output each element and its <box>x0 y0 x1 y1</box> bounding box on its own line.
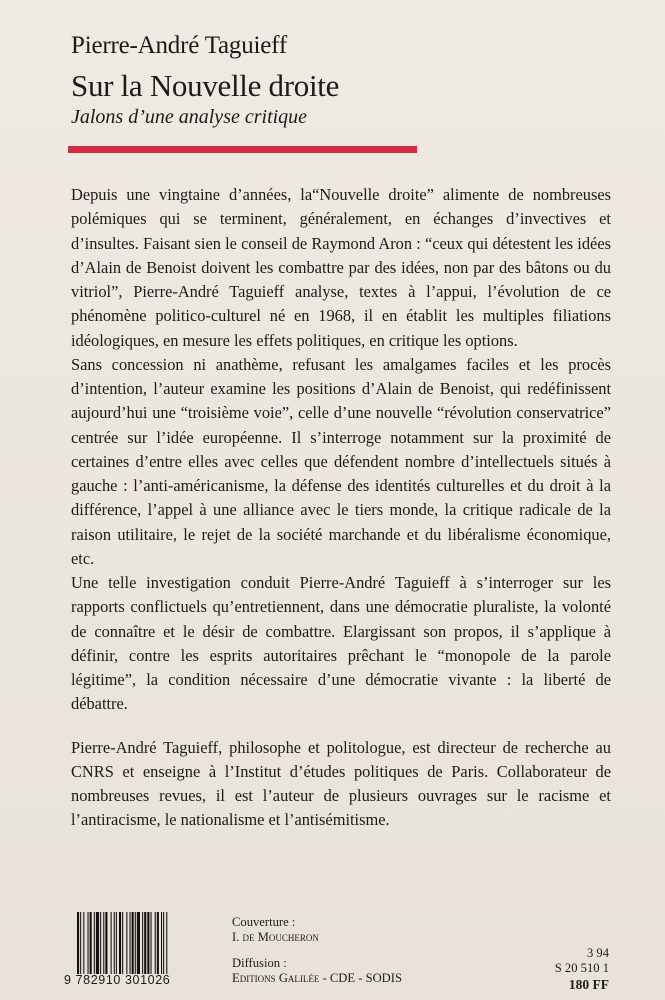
barcode-bar <box>166 912 167 974</box>
barcode-bar <box>132 912 134 974</box>
isbn-digits: 9 782910 301026 <box>64 973 171 987</box>
author-bio: Pierre-André Taguieff, philosophe et politologue, est directeur de recherche au CNRS et enseigne à l’Institut d’études politiques de Paris. Collaborateur de nombreuses revues, il est l’auteur de plusieurs ouvrages sur le racisme et l’antiracisme, le nationalisme et l’antisémitisme. <box>71 737 611 830</box>
barcode-bar <box>116 912 117 974</box>
barcode-bar <box>161 912 162 974</box>
barcode-bar <box>142 912 143 974</box>
barcode-bar <box>80 912 81 974</box>
cover-label: Couverture : <box>232 915 296 929</box>
barcode-bar <box>100 912 101 974</box>
barcode-bar <box>77 912 79 974</box>
diffusion-credit: Editions Galilée - CDE - SODIS <box>232 970 402 985</box>
barcode-bar <box>122 912 123 974</box>
barcode-bar <box>103 912 104 974</box>
barcode-bar <box>96 912 99 974</box>
isbn-barcode <box>76 912 208 974</box>
barcode-bar <box>135 912 136 974</box>
barcode-bar <box>144 912 146 974</box>
date-code: 3 94 <box>586 946 609 960</box>
barcode-bar <box>137 912 140 974</box>
barcode-bar <box>147 912 149 974</box>
barcode-bar <box>155 912 156 974</box>
barcode-bar <box>114 912 115 974</box>
reference-block <box>555 946 609 992</box>
barcode-bar <box>119 912 121 974</box>
barcode-bar <box>94 912 95 974</box>
barcode-bar <box>163 912 164 974</box>
diffusion-label: Diffusion : <box>232 955 287 970</box>
barcode-bar <box>130 912 131 974</box>
blurb-text <box>71 183 611 833</box>
barcode-bar <box>88 912 89 974</box>
book-title: Sur la Nouvelle droite <box>71 68 340 103</box>
reference-code: S 20 510 1 <box>554 961 609 976</box>
author-name: Pierre-André Taguieff <box>71 32 287 59</box>
red-divider-rule <box>68 146 417 153</box>
barcode-bar <box>83 912 84 974</box>
barcode-bar <box>151 912 152 974</box>
barcode-bar <box>111 912 112 974</box>
barcode-bar <box>105 912 107 974</box>
credits-block <box>232 915 402 986</box>
blurb-paragraph: Sans concession ni anathème, refusant les amalgames faciles et les procès d’intention, l’auteur examine les positions d’Alain de Benoist, qui redéfinissent aujourd’hui une “troisième voie”, celle d’une nouvelle “révolution conservatrice” centrée sur l’idée européenne. Il s’interroge notamment sur la proximité de certaines d’entre elles avec celles que défendent nombre d’intellectuels situés à gauche : l’anti-américanisme, la défense des identités culturelles et du droit à la différence, l’appel à une alliance avec le tiers monde, la critique radicale de la raison utilitaire, le rejet de la société marchande et du libéralisme économique, etc. <box>71 354 611 568</box>
barcode-bar <box>126 912 127 974</box>
cover-credit: I. de Moucheron <box>232 930 319 945</box>
book-subtitle: Jalons d’une analyse critique <box>71 106 308 128</box>
blurb-paragraph: Depuis une vingtaine d’années, la“Nouvelle droite” alimente de nombreuses polémiques qui se terminent, généralement, en échanges d’invectives et d’insultes. Faisant sien le conseil de Raymond Aron : “ceux qui détestent les idées d’Alain de Benoist doivent les combattre par des idées, non par des bâtons ou du vitriol”, Pierre-André Taguieff analyse, textes à l’appui, l’évolution de ce phénomène politico-culturel né en 1968, il en établit les multiples filiations idéologiques, en mesure les effets politiques, en critique les options. <box>71 185 611 350</box>
blurb-paragraph: Une telle investigation conduit Pierre-André Taguieff à s’interroger sur les rapports conflictuels qu’entretiennent, dans une démocratie pluraliste, la volonté de connaître et le désir de combattre. Elargissant son propos, il s’applique à définir, contre les esprits autoritaires prêchant le “monopole de la parole légitime”, la condition nécessaire d’une démocratie vivante : la liberté de débattre. <box>71 573 611 714</box>
price: 180 FF <box>568 976 609 992</box>
barcode-bar <box>157 912 159 974</box>
barcode-bar <box>90 912 92 974</box>
